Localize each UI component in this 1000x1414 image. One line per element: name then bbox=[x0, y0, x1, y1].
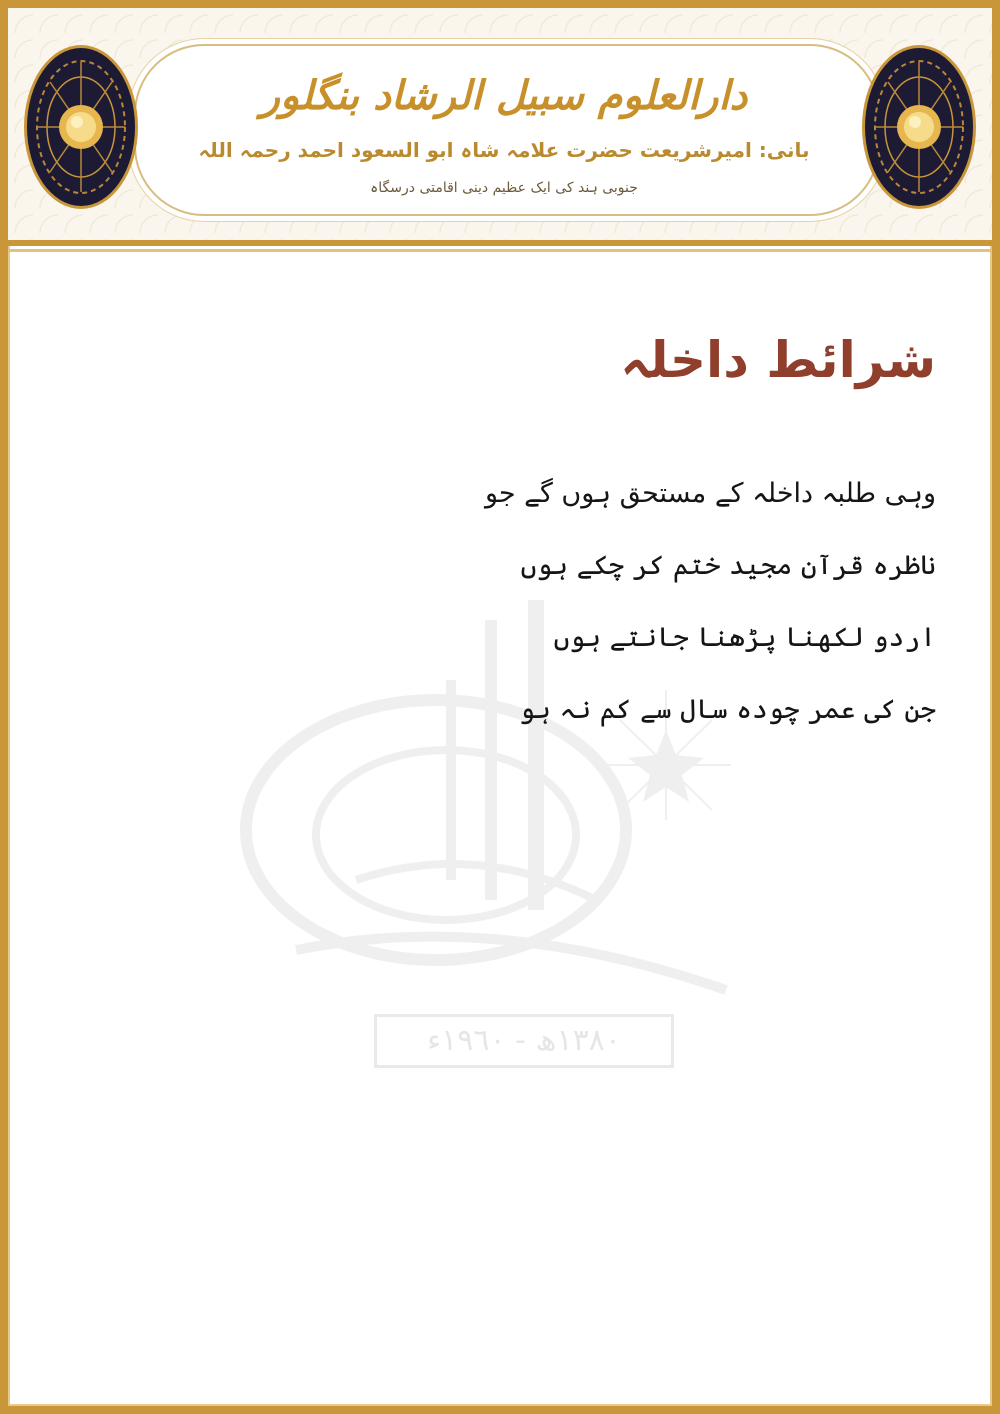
requirement-item: جن کی عمر چودہ سال سے کم نہ ہو bbox=[519, 694, 936, 725]
founder-line: بانی: امیرشریعت حضرت علامہ شاہ ابو السعود احمد رحمہ اللہ bbox=[198, 138, 810, 162]
ornamental-medallion-icon bbox=[860, 42, 978, 212]
institution-name: دارالعلوم سبیل الرشاد بنگلور bbox=[260, 72, 748, 119]
requirement-item: وہی طلبہ داخلہ کے مستحق ہوں گے جو bbox=[484, 478, 936, 509]
institution-tagline: جنوبی ہند کی ایک عظیم دینی اقامتی درسگاہ bbox=[370, 180, 638, 196]
requirement-item: اردو لکھنا پڑھنا جانتے ہوں bbox=[553, 622, 936, 653]
ornamental-medallion-icon bbox=[22, 42, 140, 212]
letterhead-banner bbox=[8, 8, 992, 246]
page-title: شرائط داخلہ bbox=[620, 331, 936, 389]
requirement-item: ناظرہ قرآن مجید ختم کر چکے ہوں bbox=[520, 550, 936, 581]
watermark-date: ١٣٨٠ھ - ١٩٦٠ء bbox=[374, 1014, 674, 1068]
